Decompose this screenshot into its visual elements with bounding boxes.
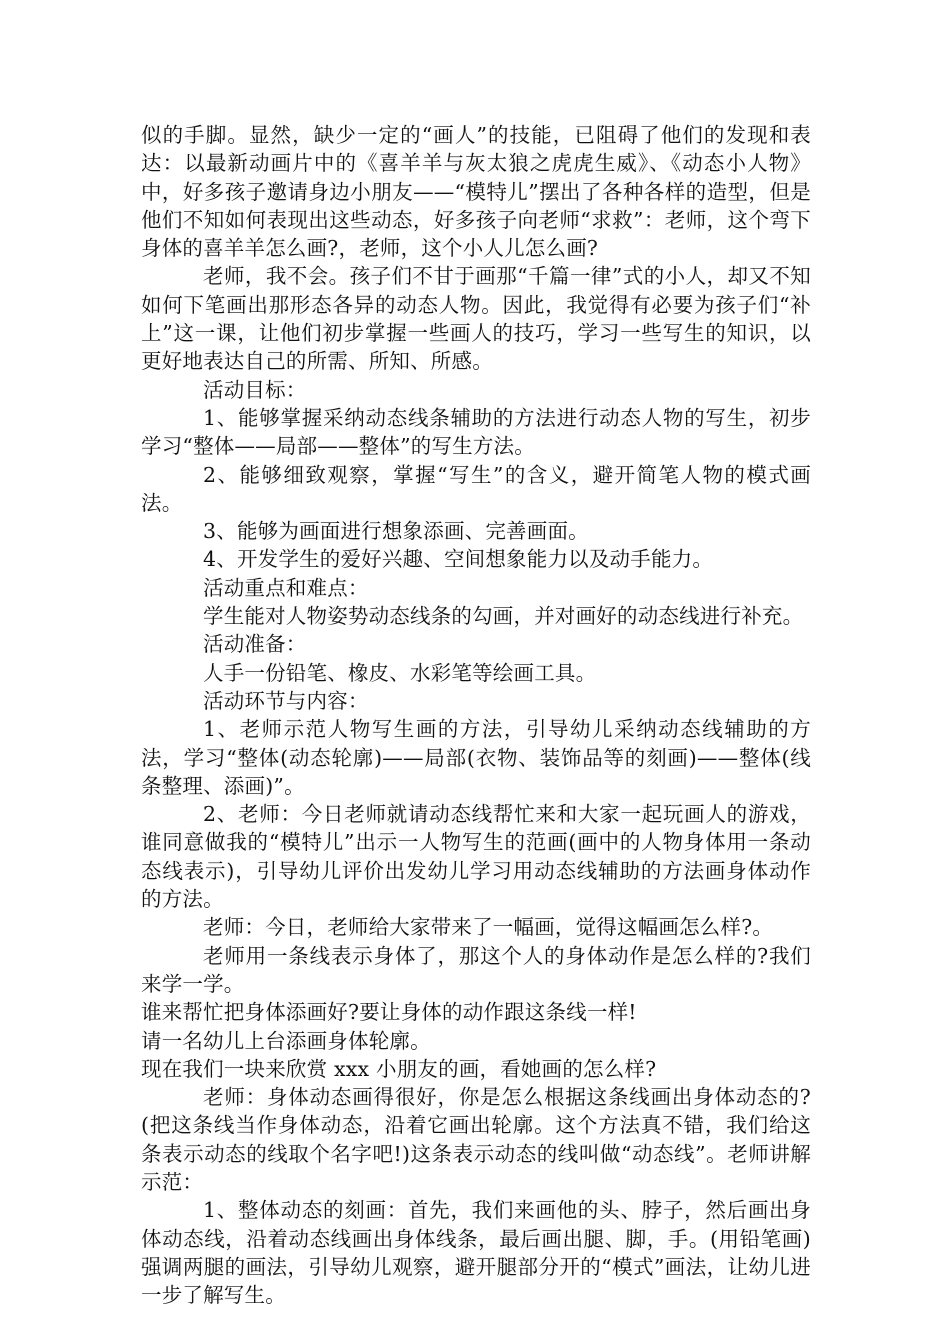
paragraph: 老师用一条线表示身体了，那这个人的身体动作是怎么样的?我们来学一学。 (141, 943, 811, 996)
section-heading: 活动环节与内容： (203, 688, 369, 713)
list-item: 2、能够细致观察，掌握“写生”的含义，避开简笔人物的模式画法。 (141, 462, 811, 515)
list-item: 4、开发学生的爱好兴趣、空间想象能力以及动手能力。 (203, 547, 714, 572)
paragraph: 学生能对人物姿势动态线条的勾画，并对画好的动态线进行补充。 (203, 604, 804, 629)
section-heading: 活动准备： (203, 632, 307, 657)
section-heading: 活动重点和难点： (203, 575, 369, 600)
paragraph: 老师：今日，老师给大家带来了一幅画，觉得这幅画怎么样?。 (203, 915, 774, 940)
paragraph: 似的手脚。显然，缺少一定的“画人”的技能，已阻碍了他们的发现和表达：以最新动画片中的《喜羊羊与灰太狼之虎虎生威》、《动态小人物》中，好多孩子邀请身边小朋友——“模特儿”摆出了各种各样的造型，但是他们不知如何表现出这些动态，好多孩子向老师“求救”：老师，这个弯下身体的喜羊羊怎么画?，老师，这个小人儿怎么画? (141, 123, 811, 261)
list-item: 3、能够为画面进行想象添画、完善画面。 (203, 519, 589, 544)
document-body (141, 121, 811, 1309)
paragraph: 谁来帮忙把身体添画好?要让身体的动作跟这条线一样! (141, 1000, 637, 1025)
list-item: 1、能够掌握采纳动态线条辅助的方法进行动态人物的写生，初步学习“整体——局部——整体”的写生方法。 (141, 405, 811, 459)
list-item: 1、老师示范人物写生画的方法，引导幼儿采纳动态线辅助的方法，学习“整体(动态轮廓)——局部(衣物、装饰品等的刻画)——整体(线条整理、添画)”。 (141, 717, 811, 798)
list-item: 1、整体动态的刻画：首先，我们来画他的头、脖子，然后画出身体动态线，沿着动态线画出身体线条，最后画出腿、脚，手。(用铅笔画)强调两腿的画法，引导幼儿观察，避开腿部分开的“模式”画法，让幼儿进一步了解写生。 (141, 1198, 811, 1308)
section-heading: 活动目标： (203, 377, 307, 402)
list-item: 2、老师：今日老师就请动态线帮忙来和大家一起玩画人的游戏，谁同意做我的“模特儿”出示一人物写生的范画(画中的人物身体用一条动态线表示)，引导幼儿评价出发幼儿学习用动态线辅助的方法画身体动作的方法。 (141, 802, 811, 912)
paragraph: 现在我们一块来欣赏 xxx 小朋友的画，看她画的怎么样? (141, 1056, 657, 1081)
paragraph: 人手一份铅笔、橡皮、水彩笔等绘画工具。 (203, 660, 597, 685)
paragraph: 老师，我不会。孩子们不甘于画那“千篇一律”式的小人，却又不知如何下笔画出那形态各异的动态人物。因此，我觉得有必要为孩子们“补上”这一课，让他们初步掌握一些画人的技巧，学习一些写生的知识，以更好地表达自己的所需、所知、所感。 (141, 264, 811, 374)
paragraph: 请一名幼儿上台添画身体轮廓。 (141, 1028, 431, 1053)
paragraph: 老师：身体动态画得很好，你是怎么根据这条线画出身体动态的?(把这条线当作身体动态，沿着它画出轮廓。这个方法真不错，我们给这条表示动态的线取个名字吧!)这条表示动态的线叫做“动态线”。老师讲解示范： (141, 1085, 811, 1194)
